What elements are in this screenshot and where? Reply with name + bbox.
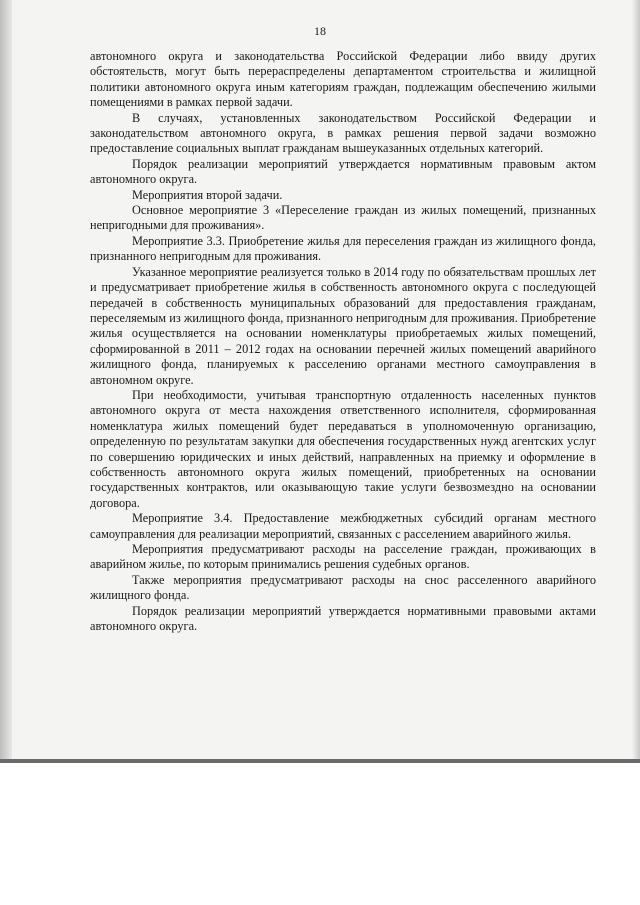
paragraph: В случаях, установленных законодательством Российской Федерации и законодательством автономного округа, в рамках решения первой задачи возможно предоставление социальных выплат гражданам вышеуказанных отдельных категорий. xyxy=(90,110,596,156)
paragraph: Также мероприятия предусматривают расходы на снос расселенного аварийного жилищного фонда. xyxy=(90,572,596,603)
paragraph: Мероприятие 3.3. Приобретение жилья для переселения граждан из жилищного фонда, признанного непригодным для проживания. xyxy=(90,233,596,264)
document-body xyxy=(90,49,596,634)
page-number: 18 xyxy=(314,24,326,38)
paragraph: Мероприятия предусматривают расходы на расселение граждан, проживающих в аварийном жилье, по которым принимались решения судебных органов. xyxy=(90,542,596,572)
paragraph: Основное мероприятие 3 «Переселение граждан из жилых помещений, признанных непригодными для проживания». xyxy=(90,203,596,233)
paragraph: Мероприятие 3.4. Предоставление межбюджетных субсидий органам местного самоуправления для реализации мероприятий, связанных с расселением аварийного жилья. xyxy=(90,511,596,541)
paragraph: Мероприятия второй задачи. xyxy=(132,187,283,202)
paragraph: При необходимости, учитывая транспортную отдаленность населенных пунктов автономного округа от места нахождения ответственного исполнителя, сформированная номенклатура жилых помещений будет передаваться в уполномоченную организацию, определенную по результатам закупки для обеспечения государственных нужд агентских услуг по совершению юридических и иных действий, направленных на приемку и оформление в собственность автономного округа жилых помещений, приобретенных на основании государственных контрактов, или оказывающую такие услуги безвозмездно на основании договора. xyxy=(90,387,596,510)
paragraph: Указанное мероприятие реализуется только в 2014 году по обязательствам прошлых лет и предусматривает приобретение жилья в собственность автономного округа с последующей передачей в собственность муниципальных образований для предоставления гражданам, переселяемым из жилищного фонда, признанного непригодным для проживания. Приобретение жилья осуществляется на основании номенклатуры приобретаемых жилых помещений, сформированной в 2011 – 2012 годах на основании перечней жилых помещений аварийного жилищного фонда, планируемых к расселению органами местного самоуправления в автономном округе. xyxy=(90,264,596,387)
paragraph: Порядок реализации мероприятий утверждается нормативным правовым актом автономного округа. xyxy=(90,156,596,187)
paragraph: автономного округа и законодательства Российской Федерации либо ввиду других обстоятельств, могут быть перераспределены департаментом строительства и жилищной политики автономного округа иным категориям граждан, подлежащим обеспечению жилыми помещениями в рамках первой задачи. xyxy=(90,49,596,110)
paragraph: Порядок реализации мероприятий утверждается нормативными правовыми актами автономного округа. xyxy=(90,603,596,634)
